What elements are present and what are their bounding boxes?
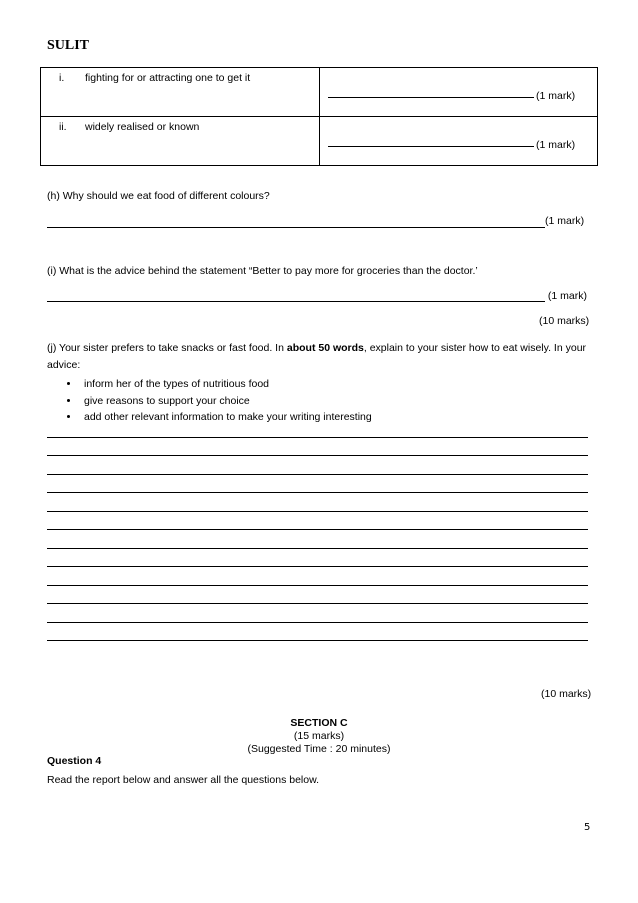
answer-cell[interactable] [320,117,598,166]
question-j-total-marks: (10 marks) [541,688,592,700]
writing-line[interactable] [47,603,588,604]
mark-label: (1 mark) [536,90,576,102]
answer-line-h[interactable] [47,227,545,228]
question-i: (i) What is the advice behind the statement “Better to pay more for groceries than the doctor.’ [47,265,478,277]
question-j: (j) Your sister prefers to take snacks or fast food. In about 50 words, explain to your sister how to eat wisely. In your advice: [47,342,587,371]
item-definition: widely realised or known [85,121,200,133]
list-item: • give reasons to support your choice [80,393,372,410]
list-item: • add other relevant information to make your writing interesting [80,409,372,426]
mark-label: (1 mark) [536,139,576,151]
writing-line[interactable] [47,622,588,623]
writing-line[interactable] [47,511,588,512]
mark-label-h: (1 mark) [545,215,585,227]
writing-line[interactable] [47,474,588,475]
answer-cell[interactable] [320,68,598,117]
writing-line[interactable] [47,566,588,567]
item-number: i. [59,72,65,84]
question-h: (h) Why should we eat food of different colours? [47,190,270,202]
writing-line[interactable] [47,585,588,586]
section-title: SECTION C [290,717,348,729]
writing-line[interactable] [47,529,588,530]
table-row [41,68,598,117]
writing-line[interactable] [47,640,588,641]
section-marks: (15 marks) [293,730,345,742]
section-total-marks: (10 marks) [539,315,590,327]
item-number: ii. [59,121,67,133]
table-row [41,117,598,166]
advice-bullet-list [50,376,372,426]
page-number: 5 [584,822,591,833]
vocabulary-table [40,67,598,166]
list-item: • inform her of the types of nutritious food [80,376,372,393]
item-definition: fighting for or attracting one to get it [85,72,251,84]
word-limit: about 50 words [286,342,364,354]
section-time: (Suggested Time : 20 minutes) [247,743,391,755]
mark-label-i: (1 mark) [545,290,587,302]
question-4-instruction: Read the report below and answer all the questions below. [47,774,320,786]
page-header-sulit: SULIT [47,38,90,53]
writing-line[interactable] [47,548,588,549]
answer-line[interactable] [328,97,534,98]
writing-line[interactable] [47,437,588,438]
answer-line-i[interactable] [47,301,545,302]
writing-line[interactable] [47,492,588,493]
answer-line[interactable] [328,146,534,147]
writing-line[interactable] [47,455,588,456]
question-4-title: Question 4 [47,755,102,767]
